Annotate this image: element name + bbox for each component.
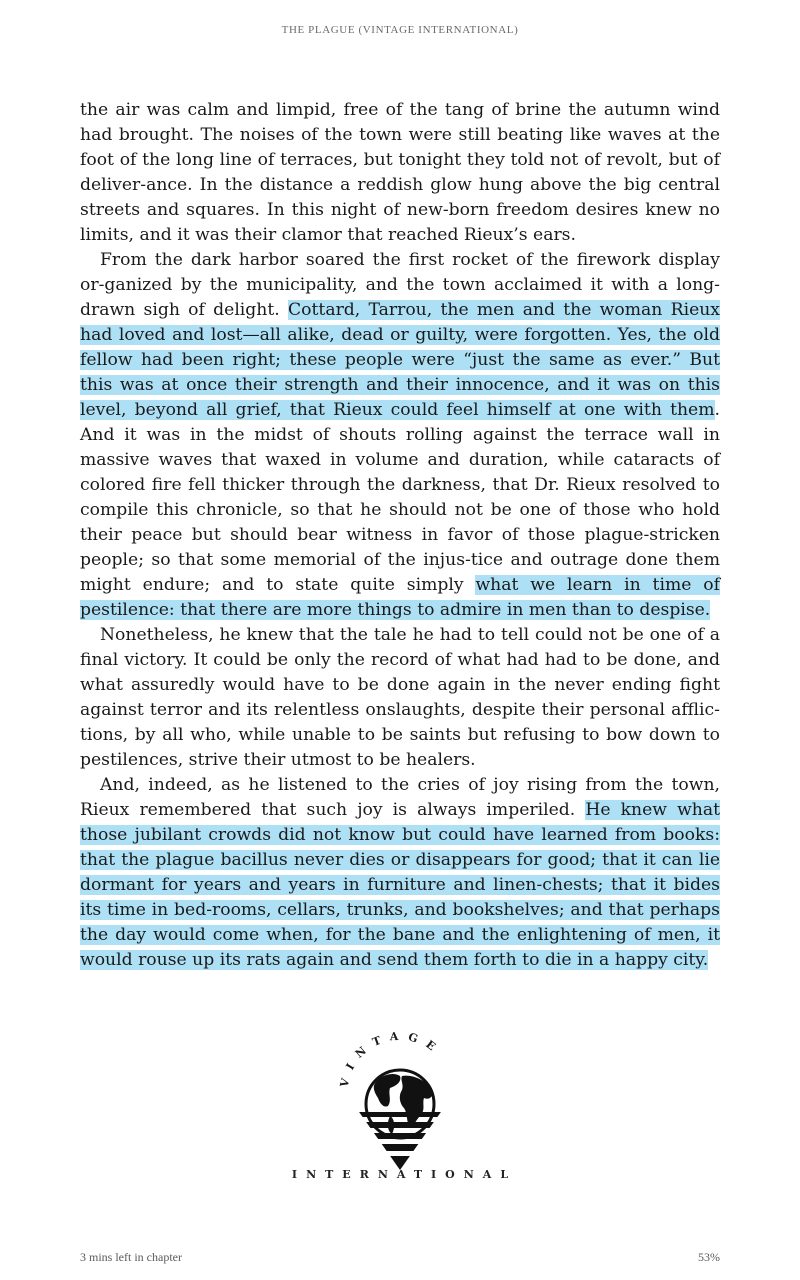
text-span[interactable]: From the dark harbor soared the first rocket of the firework display or-ganized by the municipality, and the town acclaimed it with a long-drawn sigh of delight. <box>80 250 720 320</box>
paragraph-3[interactable]: Nonetheless, he knew that the tale he had to tell could not be one of a final victory. It could be only the record of what had had to be done, and what assuredly would have to be done again in the never ending fight against terror and its relentless onslaughts, despite their personal afflic-tions, by all who, while unable to be saints but refusing to bow down to pestilences, strive their utmost to be healers. <box>80 625 720 770</box>
highlight-2[interactable]: what we learn in time of pestilence: that there are more things to admire in men than to despise. <box>80 575 720 620</box>
paragraph-2[interactable] <box>80 248 720 623</box>
paragraph-1[interactable]: the air was calm and limpid, free of the tang of brine the autumn wind had brought. The noises of the town were still beating like waves at the foot of the long line of terraces, but tonight they told not of revolt, but of deliver-ance. In the distance a reddish glow hung above the big central streets and squares. In this night of new-born freedom desires knew no limits, and it was their clamor that reached Rieux’s ears. <box>80 100 720 245</box>
text-span[interactable]: . And it was in the midst of shouts rolling against the terrace wall in massive waves that waxed in volume and duration, while cataracts of colored fire fell thicker through the darkness, that Dr. Rieux resolved to compile this chronicle, so that he should not be one of those who hold their peace but should bear witness in favor of those plague-stricken people; so that some memorial of the injus-tice and outrage done them might endure; and to state quite simply <box>80 400 720 595</box>
reading-page[interactable] <box>80 98 720 973</box>
paragraph-4[interactable] <box>80 773 720 973</box>
highlight-1[interactable]: Cottard, Tarrou, the men and the woman Rieux had loved and lost—all alike, dead or guilty, were forgotten. Yes, the old fellow had been right; these people were “just the same as ever.” But this was at once their strength and their innocence, and it was on this level, beyond all grief, that Rieux could feel himself at one with them <box>80 300 720 420</box>
reading-progress: 53% <box>698 1250 720 1264</box>
time-left-in-chapter: 3 mins left in chapter <box>80 1250 182 1264</box>
vintage-globe-icon <box>330 1030 470 1170</box>
text-span[interactable]: And, indeed, as he listened to the cries of joy rising from the town, Rieux remembered that such joy is always imperiled. <box>80 775 720 820</box>
logo-bottom-text: INTERNATIONAL <box>291 1168 518 1181</box>
highlight-3[interactable]: He knew what those jubilant crowds did not know but could have learned from books: that the plague bacillus never dies or disappears for good; that it can lie dormant for years and years in furniture and linen-chests; that it bides its time in bed-rooms, cellars, trunks, and bookshelves; and that perhaps the day would come when, for the bane and the enlightening of men, it would rouse up its rats again and send them forth to die in a happy city. <box>80 800 720 970</box>
vintage-international-logo <box>0 1030 800 1190</box>
logo-arc-text: VINTAGE <box>337 1030 446 1089</box>
book-title-header: THE PLAGUE (VINTAGE INTERNATIONAL) <box>281 24 519 36</box>
